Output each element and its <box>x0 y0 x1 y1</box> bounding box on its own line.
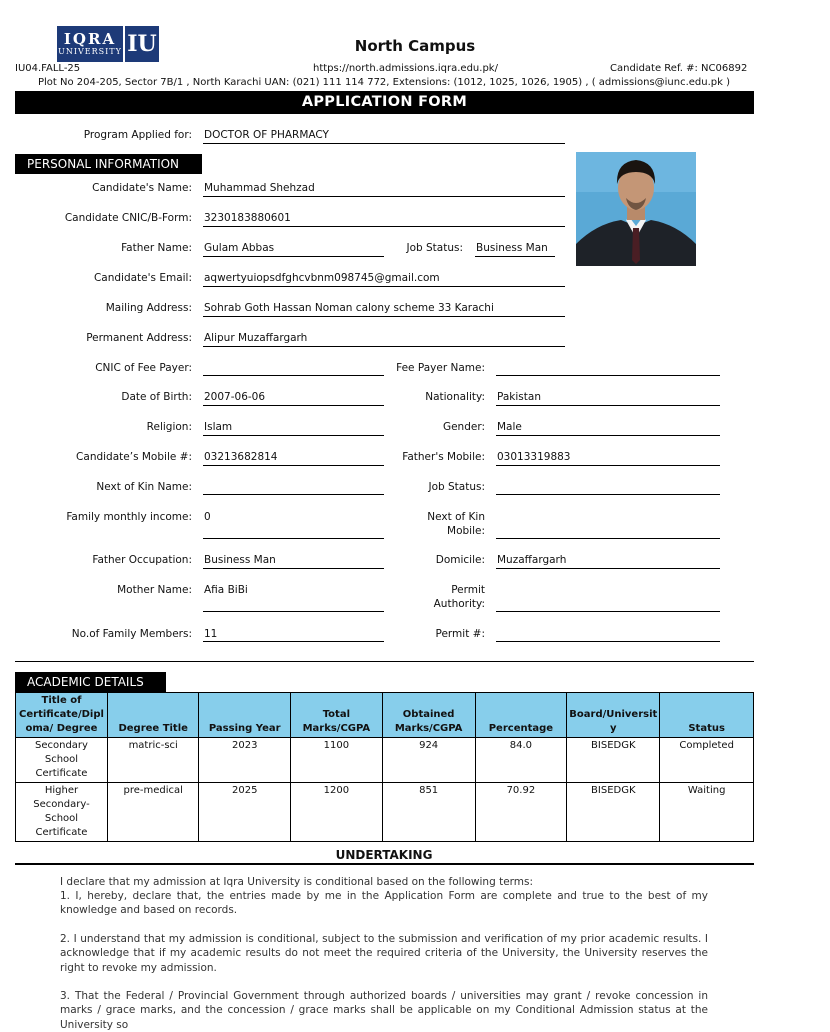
permit-authority-label-line2: Authority: <box>433 598 485 610</box>
cell-title-l1: Higher <box>44 785 79 796</box>
col-header-total-l1: Total <box>322 709 351 720</box>
cell-total: 1100 <box>290 738 382 783</box>
academic-details-header: ACADEMIC DETAILS <box>15 672 166 692</box>
cell-obtained: 924 <box>382 738 475 783</box>
father-occupation-underline <box>203 568 384 569</box>
mother-name-label: Mother Name: <box>117 584 192 596</box>
dob-label: Date of Birth: <box>121 391 192 403</box>
candidate-name-underline <box>203 196 565 197</box>
mobile-label: Candidate’s Mobile #: <box>76 451 192 463</box>
col-header-obtained-l2: Marks/CGPA <box>394 723 463 734</box>
candidate-name-label: Candidate's Name: <box>92 182 192 194</box>
cell-year: 2023 <box>199 738 291 783</box>
permanent-address-underline <box>203 346 565 347</box>
col-header-obtained-l1: Obtained <box>402 709 455 720</box>
cell-percentage: 70.92 <box>475 783 567 842</box>
cell-percentage: 84.0 <box>475 738 567 783</box>
cell-year: 2025 <box>199 783 291 842</box>
kin-job-status-label: Job Status: <box>428 481 485 493</box>
dob-underline <box>203 405 384 406</box>
col-header-title-l3: oma/ Degree <box>25 723 98 734</box>
next-of-kin-underline <box>203 494 384 495</box>
email-value: aqwertyuiopsdfghcvbnm098745@gmail.com <box>204 272 440 284</box>
family-income-underline <box>203 538 384 539</box>
cell-total: 1200 <box>290 783 382 842</box>
permanent-address-value: Alipur Muzaffargarh <box>204 332 308 344</box>
col-header-total-l2: Marks/CGPA <box>302 723 371 734</box>
col-header-degree: Degree Title <box>107 693 198 738</box>
domicile-underline <box>496 568 720 569</box>
nationality-value: Pakistan <box>497 391 541 403</box>
job-status-label: Job Status: <box>406 242 463 254</box>
father-mobile-label: Father's Mobile: <box>402 451 485 463</box>
father-name-label: Father Name: <box>121 242 192 254</box>
cell-title-l4: Certificate <box>35 827 88 838</box>
cell-obtained: 851 <box>382 783 475 842</box>
fee-payer-name-underline <box>496 375 720 376</box>
family-members-underline <box>203 641 384 642</box>
permit-no-label: Permit #: <box>435 628 485 640</box>
job-status-underline <box>475 256 555 257</box>
cnic-value: 3230183880601 <box>204 212 291 224</box>
cell-title <box>16 783 108 842</box>
program-value: DOCTOR OF PHARMACY <box>204 129 329 141</box>
session-code: IU04.FALL-25 <box>15 63 81 74</box>
cell-degree: matric-sci <box>107 738 198 783</box>
family-income-value: 0 <box>204 511 211 523</box>
kin-job-status-underline <box>496 494 720 495</box>
father-name-underline <box>203 256 384 257</box>
email-label: Candidate's Email: <box>93 272 192 284</box>
mailing-address-underline <box>203 316 565 317</box>
gender-value: Male <box>497 421 522 433</box>
col-header-title-l1: Title of <box>41 695 82 706</box>
kin-mobile-label-line1: Next of Kin <box>427 511 485 523</box>
dob-value: 2007-06-06 <box>204 391 266 403</box>
cell-board: BISEDGK <box>567 783 660 842</box>
undertaking-rule <box>15 863 754 865</box>
logo-text-university: UNIVERSITY <box>58 47 122 56</box>
religion-label: Religion: <box>146 421 192 433</box>
fee-payer-name-label: Fee Payer Name: <box>396 362 485 374</box>
father-name-value: Gulam Abbas <box>204 242 275 254</box>
family-members-label: No.of Family Members: <box>71 628 192 640</box>
program-label: Program Applied for: <box>83 129 192 141</box>
academic-table <box>15 692 754 842</box>
mother-name-value: Afia BiBi <box>204 584 248 596</box>
cell-title-l3: Certificate <box>35 768 88 779</box>
col-header-title-l2: Certificate/Dipl <box>19 709 104 720</box>
job-status-value: Business Man <box>476 242 548 254</box>
cell-title-l2: School <box>44 754 79 765</box>
email-underline <box>203 286 565 287</box>
cell-title-l1: Secondary <box>35 740 88 751</box>
col-header-percentage: Percentage <box>475 693 567 738</box>
col-header-obtained <box>382 693 475 738</box>
col-header-board-l1: Board/Universit <box>569 709 658 720</box>
cnic-underline <box>203 226 565 227</box>
religion-value: Islam <box>204 421 233 433</box>
gender-underline <box>496 435 720 436</box>
permit-authority-label-line1: Permit <box>451 584 485 596</box>
cnic-fee-payer-underline <box>203 375 384 376</box>
candidate-photo <box>576 152 696 266</box>
next-of-kin-label: Next of Kin Name: <box>96 481 192 493</box>
mobile-underline <box>203 465 384 466</box>
undertaking-point-2: 2. I understand that my admission is conditional, subject to the submission and verification of my prior academic results. I acknowledge that if my academic results do not meet the required criteria of the University, the University reserves the right to revoke my admission. <box>60 933 708 974</box>
nationality-underline <box>496 405 720 406</box>
domicile-value: Muzaffargarh <box>497 554 567 566</box>
campus-title: North Campus <box>354 37 476 55</box>
gender-label: Gender: <box>442 421 485 433</box>
father-mobile-value: 03013319883 <box>497 451 571 463</box>
undertaking-point-3: 3. That the Federal / Provincial Government through authorized boards / universities may grant / revoke concession in marks / grace marks, and the concession / grace marks shall be applicable on my Conditional Admission status at the University so <box>60 990 708 1031</box>
undertaking-point-1: 1. I, hereby, declare that, the entries made by me in the Application Form are complete and true to the best of my knowledge and based on records. <box>60 890 708 917</box>
kin-mobile-underline <box>496 538 720 539</box>
col-header-board <box>567 693 660 738</box>
cell-title <box>16 738 108 783</box>
permit-no-underline <box>496 641 720 642</box>
kin-mobile-label-line2: Mobile: <box>447 525 485 537</box>
domicile-label: Domicile: <box>435 554 485 566</box>
campus-address: Plot No 204-205, Sector 7B/1 , North Karachi UAN: (021) 111 114 772, Extensions: (1012, 1025, 1026, 1905) , ( admissions@iunc.edu.pk ) <box>37 77 731 88</box>
section-divider <box>15 661 754 662</box>
logo-text-iqra: IQRA <box>63 30 117 48</box>
program-underline <box>203 143 565 144</box>
cell-status: Completed <box>660 738 754 783</box>
col-header-title <box>16 693 108 738</box>
father-mobile-underline <box>496 465 720 466</box>
cell-status: Waiting <box>660 783 754 842</box>
undertaking-title: UNDERTAKING <box>335 848 433 862</box>
nationality-label: Nationality: <box>425 391 485 403</box>
cell-degree: pre-medical <box>107 783 198 842</box>
website-url[interactable]: https://north.admissions.iqra.edu.pk/ <box>313 63 498 74</box>
candidate-name-value: Muhammad Shehzad <box>204 182 315 194</box>
cell-title-l2: Secondary- <box>33 799 90 810</box>
col-header-total <box>290 693 382 738</box>
father-occupation-value: Business Man <box>204 554 276 566</box>
cnic-fee-payer-label: CNIC of Fee Payer: <box>95 362 192 374</box>
religion-underline <box>203 435 384 436</box>
mailing-address-label: Mailing Address: <box>105 302 192 314</box>
kin-mobile-label <box>390 510 485 538</box>
col-header-year: Passing Year <box>199 693 291 738</box>
academic-header-row <box>16 693 754 738</box>
form-title: APPLICATION FORM <box>15 91 754 114</box>
mobile-value: 03213682814 <box>204 451 278 463</box>
table-row <box>16 738 754 783</box>
cnic-label: Candidate CNIC/B-Form: <box>64 212 192 224</box>
permanent-address-label: Permanent Address: <box>86 332 192 344</box>
father-occupation-label: Father Occupation: <box>92 554 192 566</box>
personal-info-header: PERSONAL INFORMATION <box>15 154 202 174</box>
cell-board: BISEDGK <box>567 738 660 783</box>
mailing-address-value: Sohrab Goth Hassan Noman calony scheme 33 Karachi <box>204 302 494 314</box>
col-header-status: Status <box>660 693 754 738</box>
family-income-label: Family monthly income: <box>66 511 192 523</box>
undertaking-intro: I declare that my admission at Iqra University is conditional based on the following terms: <box>60 876 534 888</box>
logo-mark: IU <box>127 31 157 57</box>
col-header-board-l2: y <box>610 723 617 734</box>
permit-authority-underline <box>496 611 720 612</box>
mother-name-underline <box>203 611 384 612</box>
cell-title-l3: School <box>44 813 79 824</box>
table-row <box>16 783 754 842</box>
family-members-value: 11 <box>204 628 218 640</box>
permit-authority-label <box>390 583 485 611</box>
candidate-ref: Candidate Ref. #: NC06892 <box>610 63 748 74</box>
